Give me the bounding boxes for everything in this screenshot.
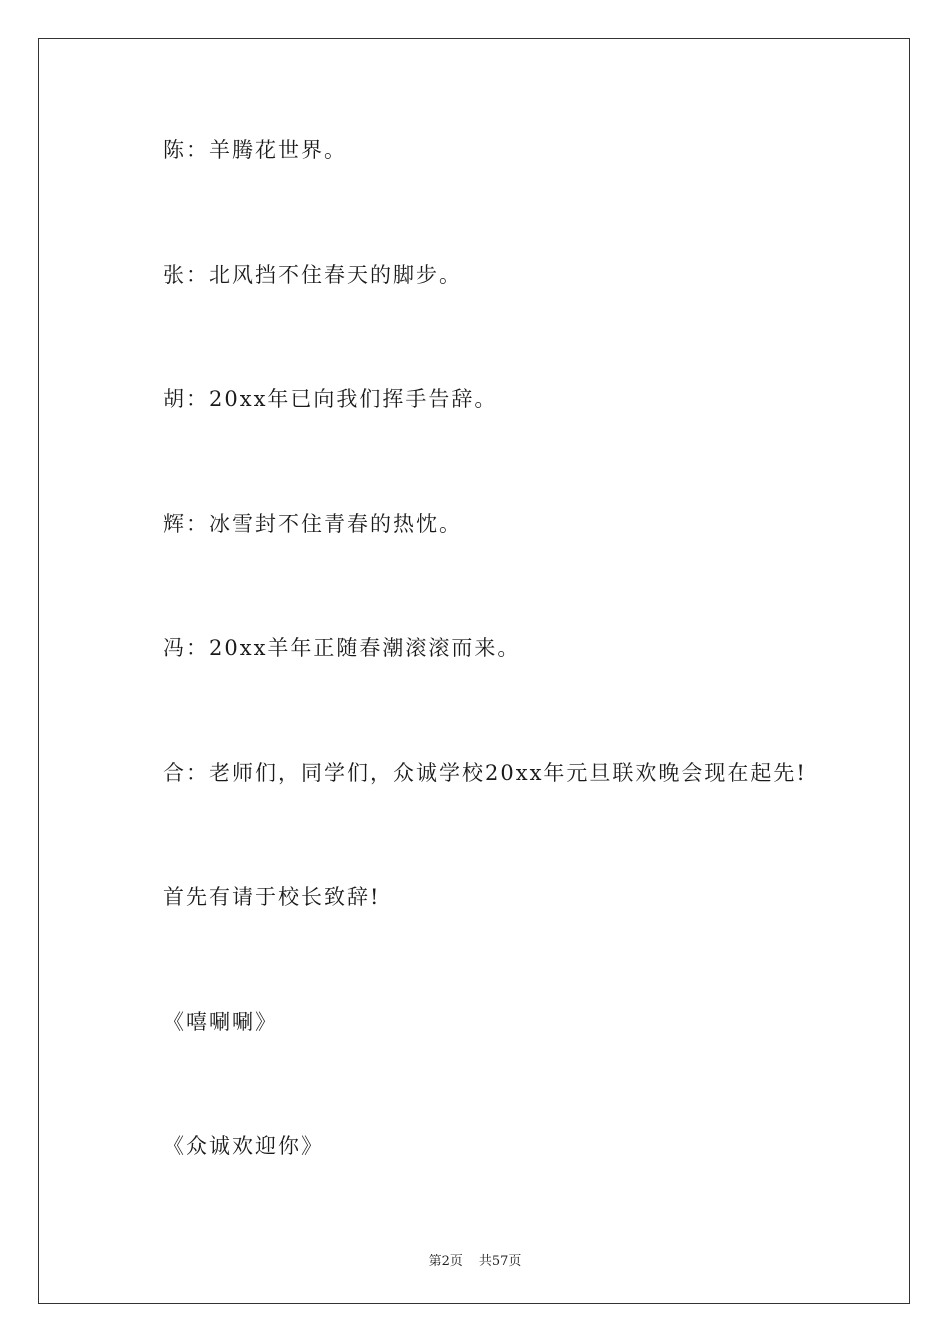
script-line-zhang: 张：北风挡不住春天的脚步。 — [163, 263, 462, 287]
script-line-together: 合：老师们，同学们，众诚学校20xx年元旦联欢晚会现在起先! — [163, 761, 807, 785]
script-line-hui: 辉：冰雪封不住青春的热忱。 — [163, 512, 462, 536]
program-title-welcome: 《众诚欢迎你》 — [163, 1134, 324, 1158]
script-line-feng: 冯：20xx羊年正随春潮滚滚而来。 — [163, 636, 521, 660]
script-line-chen: 陈：羊腾花世界。 — [163, 138, 347, 162]
page-border — [38, 38, 910, 1304]
program-title-xishuashua: 《嘻唰唰》 — [163, 1010, 278, 1034]
script-line-hu: 胡：20xx年已向我们挥手告辞。 — [163, 387, 498, 411]
script-line-principal-speech: 首先有请于校长致辞! — [163, 885, 381, 909]
total-pages: 共57页 — [478, 1254, 522, 1269]
page-number: 第2页 — [428, 1254, 463, 1269]
page-footer — [0, 1250, 950, 1269]
